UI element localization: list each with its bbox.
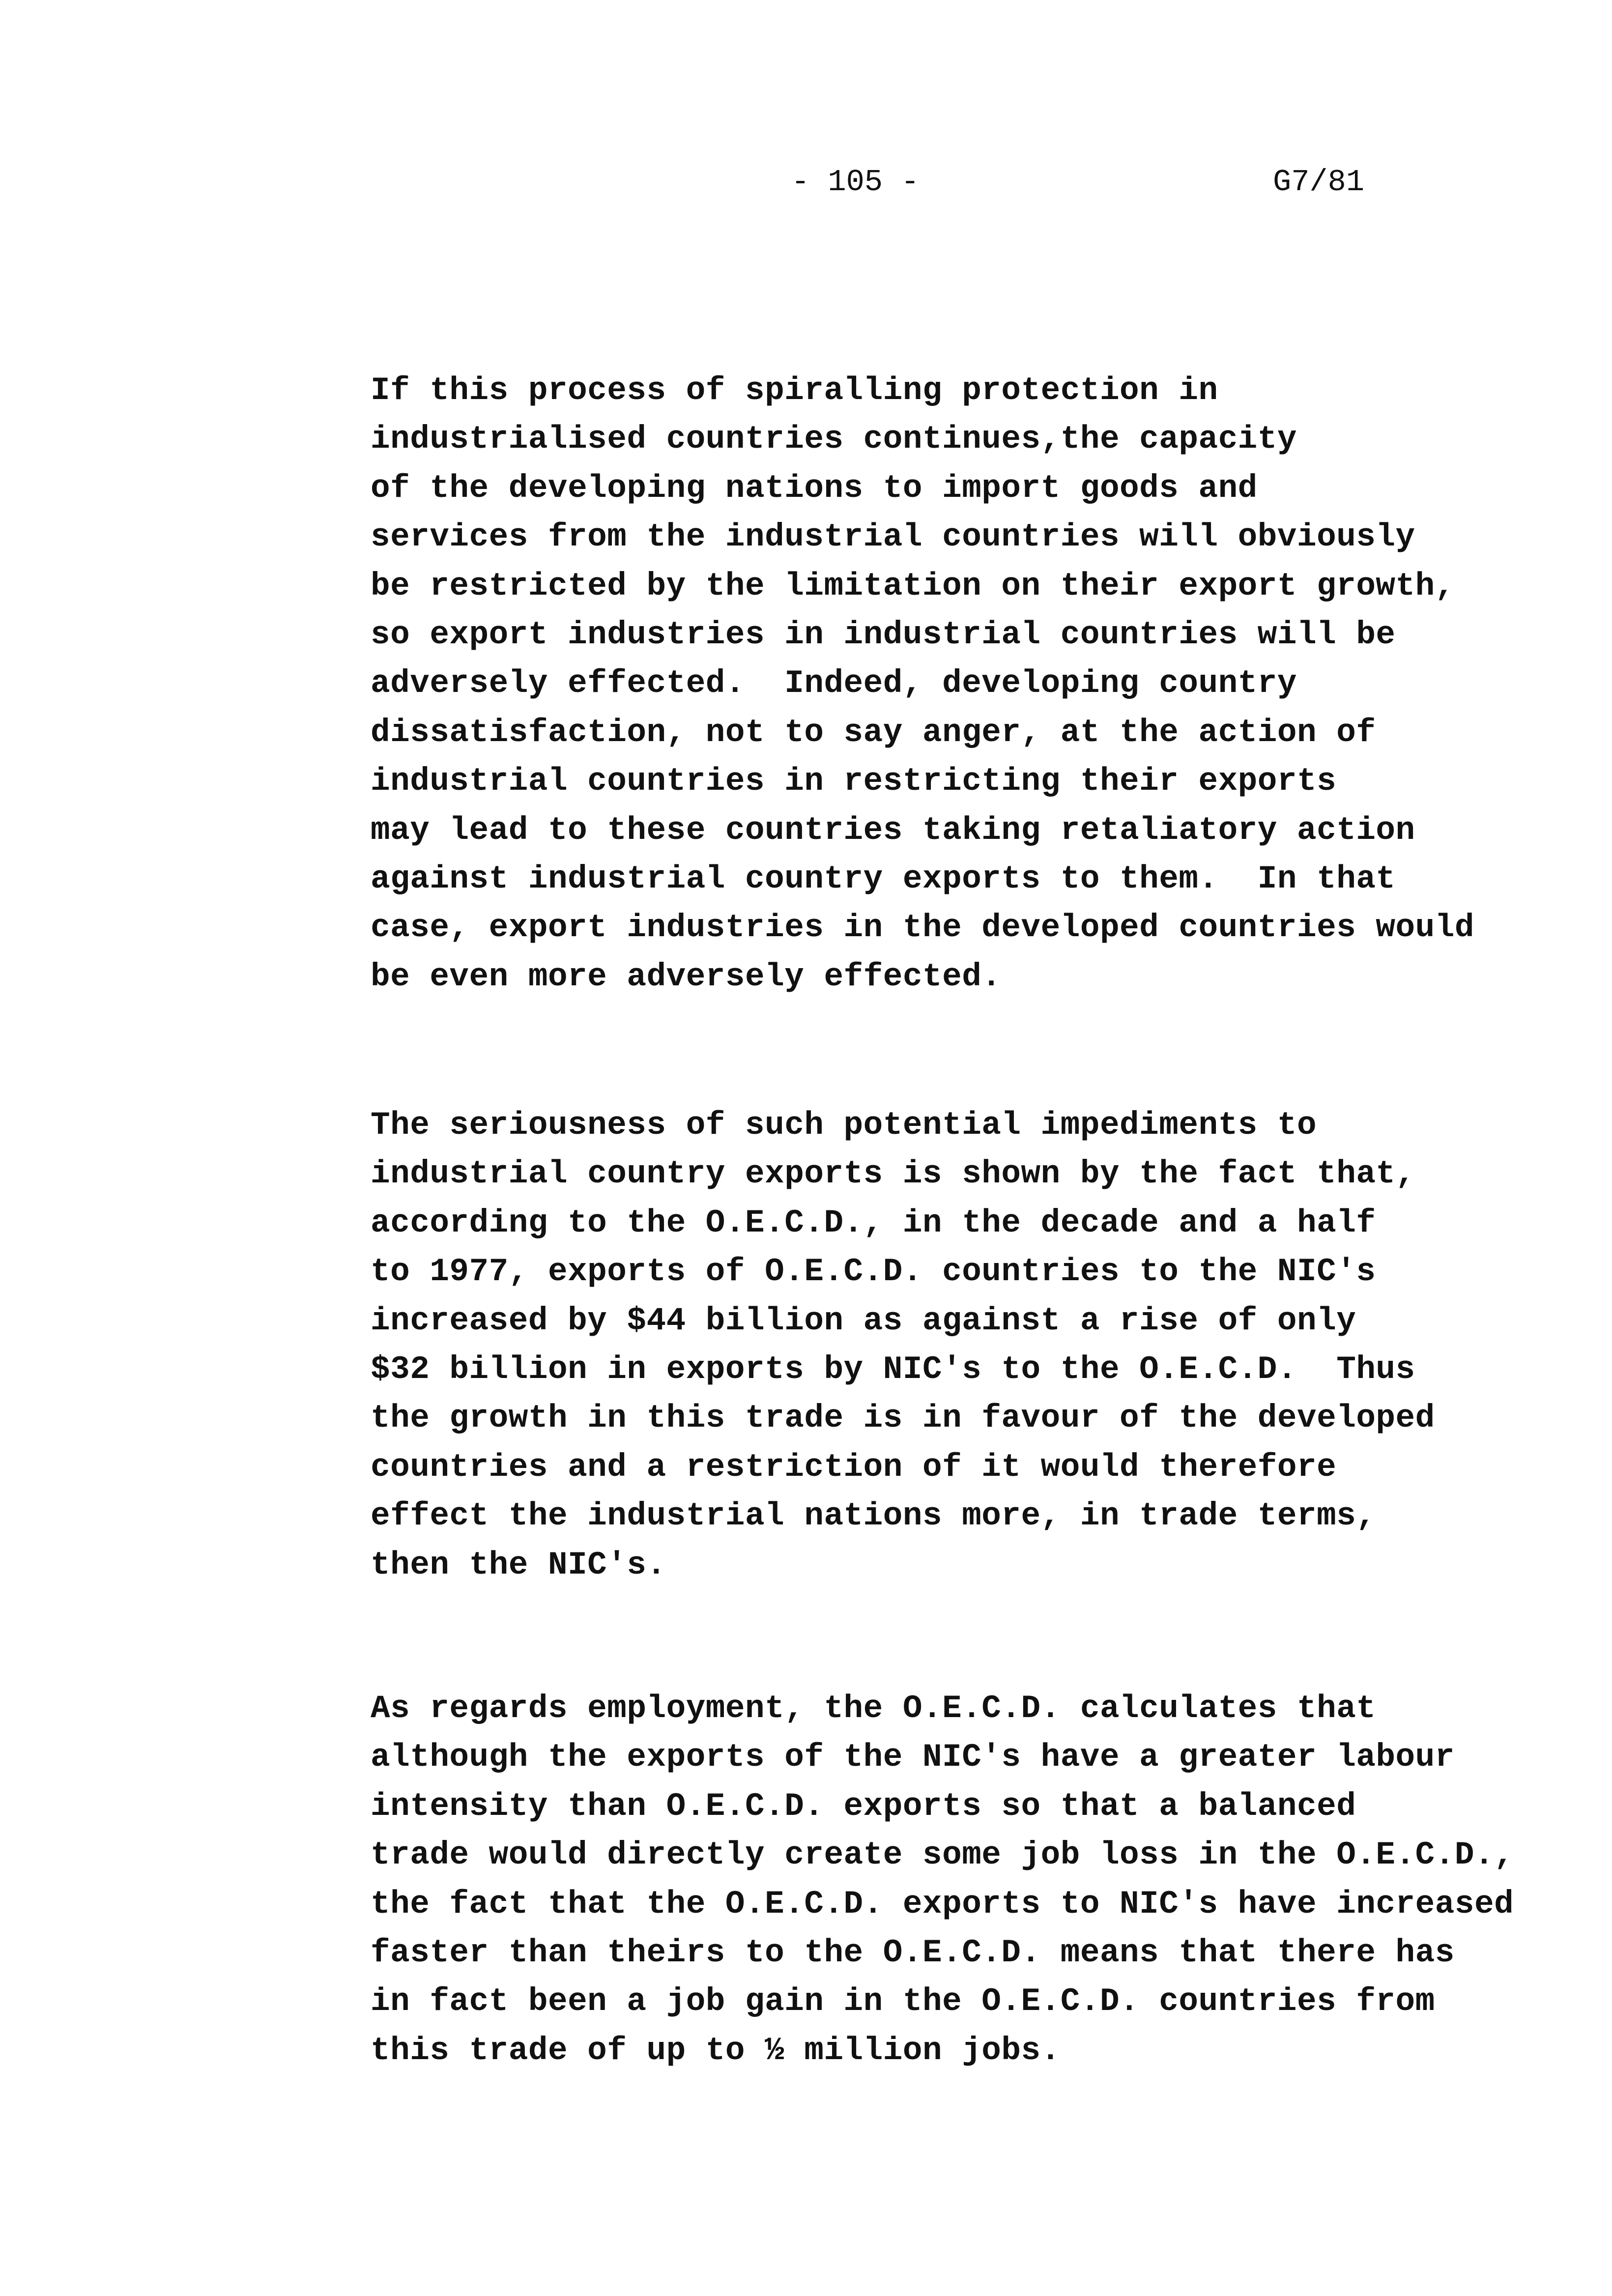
- text-line: adversely effected. Indeed, developing country: [371, 665, 1297, 702]
- text-line: in fact been a job gain in the O.E.C.D. countries from: [371, 1983, 1435, 2020]
- paragraph-1: [371, 366, 1474, 1001]
- text-line: this trade of up to ½ million jobs.: [371, 2032, 1061, 2069]
- text-line: of the developing nations to import goods and: [371, 469, 1258, 507]
- text-line: intensity than O.E.C.D. exports so that a balanced: [371, 1787, 1356, 1825]
- text-line: may lead to these countries taking retaliatory action: [371, 811, 1415, 849]
- paragraph-2: [371, 1101, 1435, 1589]
- text-line: effect the industrial nations more, in trade terms,: [371, 1497, 1376, 1535]
- text-line: faster than theirs to the O.E.C.D. means that there has: [371, 1934, 1455, 1971]
- text-line: to 1977, exports of O.E.C.D. countries to the NIC's: [371, 1253, 1376, 1291]
- text-line: If this process of spiralling protection in: [371, 372, 1218, 409]
- text-line: although the exports of the NIC's have a greater labour: [371, 1739, 1455, 1776]
- text-line: dissatisfaction, not to say anger, at the action of: [371, 714, 1376, 751]
- text-line: increased by $44 billion as against a rise of only: [371, 1302, 1356, 1339]
- document-reference: G7/81: [1273, 165, 1365, 200]
- text-line: trade would directly create some job loss in the O.E.C.D.,: [371, 1837, 1514, 1874]
- text-line: the growth in this trade is in favour of the developed: [371, 1400, 1435, 1437]
- text-line: services from the industrial countries will obviously: [371, 518, 1415, 556]
- text-line: the fact that the O.E.C.D. exports to NIC's have increased: [371, 1885, 1514, 1923]
- text-line: The seriousness of such potential impediments to: [371, 1107, 1317, 1144]
- text-line: industrial country exports is shown by the fact that,: [371, 1155, 1415, 1193]
- paragraph-3: [371, 1684, 1514, 2075]
- text-line: As regards employment, the O.E.C.D. calculates that: [371, 1690, 1376, 1727]
- text-line: according to the O.E.C.D., in the decade and a half: [371, 1204, 1376, 1241]
- text-line: so export industries in industrial countries will be: [371, 616, 1396, 653]
- text-line: industrialised countries continues,the capacity: [371, 421, 1297, 458]
- text-line: countries and a restriction of it would therefore: [371, 1448, 1337, 1486]
- text-line: $32 billion in exports by NIC's to the O.E.C.D. Thus: [371, 1350, 1415, 1388]
- text-line: be even more adversely effected.: [371, 958, 1002, 995]
- page-number: - 105 -: [791, 165, 920, 200]
- text-line: against industrial country exports to them. In that: [371, 860, 1396, 897]
- text-line: then the NIC's.: [371, 1546, 666, 1583]
- text-line: industrial countries in restricting their exports: [371, 763, 1337, 800]
- text-line: case, export industries in the developed countries would: [371, 909, 1474, 947]
- text-line: be restricted by the limitation on their export growth,: [371, 567, 1455, 604]
